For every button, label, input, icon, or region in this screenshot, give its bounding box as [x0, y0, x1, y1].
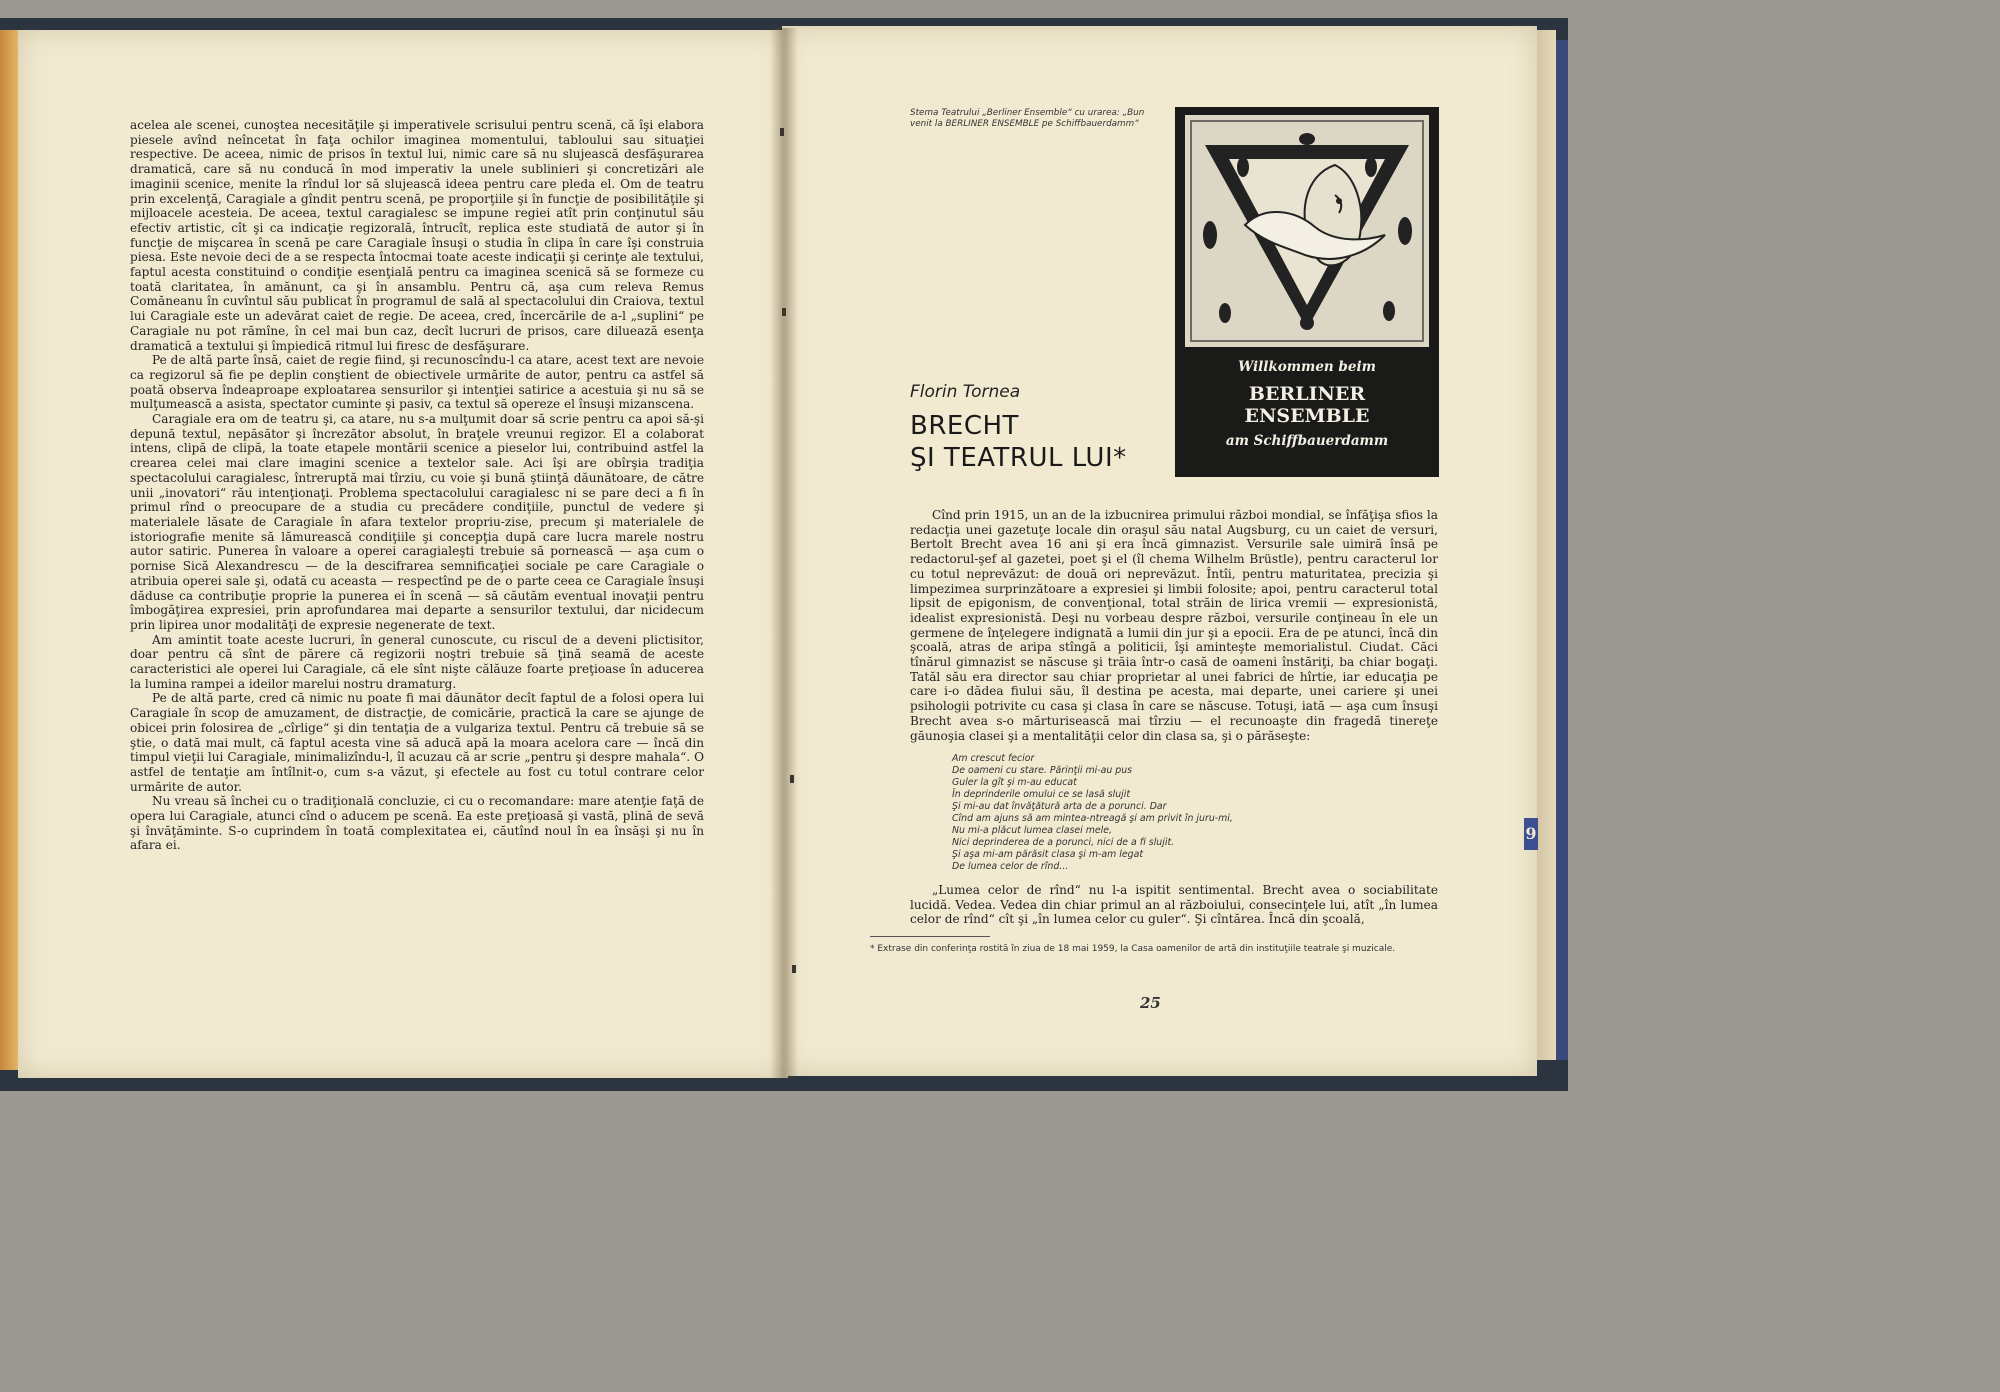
margin-mark: [782, 308, 786, 316]
paragraph: Pe de altă parte însă, caiet de regie fiind, şi recunoscîndu-l ca atare, acest text are nevoie ca regizorul să fie pe deplin conştient de obiectivele urmărite de autor, pentru ca astfel să poată observa îndeaproape exploatarea sensurilor şi intenţiei satirice a acestuia şi nu să se mulţumească a asista, spectator cuminte şi pasiv, ca textul să opereze el însuşi mizanscena.: [130, 353, 704, 412]
poem-line: Nici deprinderea de a porunci, nici de a fi slujit.: [952, 837, 1175, 848]
paragraph: acelea ale scenei, cunoştea necesităţile şi imperativele scrisului pentru scenă, că îşi elabora piesele avînd neîncetat în faţa ochilor imaginea momentului, tabloului sau situaţiei respective. De aceea, nimic de prisos în textul lui, nimic care să nu slujească desfăşurarea dramatică, care să nu conducă în mod imperativ la unele sublinieri şi concretizări ale imaginii scenice, menite la rîndul lor să slujească ideea pentru care pleda el. Om de teatru prin excelenţă, Caragiale a gîndit pentru scenă, pe proporţiile şi în funcţie de posibilităţile şi mijloacele acesteia. De aceea, textul caragialesc se impune regiei atît prin conţinutul său efectiv artistic, cît şi ca indicaţie regizorală, întrucît, replica este studiată de autor şi în funcţie de mişcarea în scenă pe care Caragiale însuşi o studia în clipa în care îşi construia piesa. Este nevoie deci de a se respecta întocmai toate aceste indicaţii şi cerinţe ale textului, faptul acesta constituind o condiţie esenţială pentru ca imaginea scenică să se formeze cu toată claritatea, în amănunt, ca şi în ansamblu. Pentru că, aşa cum releva Remus Comăneanu în cuvîntul său publicat în programul de sală al spectacolului din Craiova, textul lui Caragiale este un adevărat caiet de regie. De aceea, cred, încercările de a-l „suplini“ pe Caragiale nu pot rămîne, în cel mai bun caz, decît lucruri de prisos, care diluează esenţa dramatică a textului şi împiedică ritmul lui firesc de desfăşurare.: [130, 118, 704, 353]
poem-line: Nu mi-a plăcut lumea clasei mele,: [952, 825, 1112, 836]
footnote-divider: [870, 936, 990, 937]
page-tab: 9: [1524, 818, 1538, 850]
poem-line: Am crescut fecior: [952, 753, 1035, 764]
margin-mark: [780, 128, 784, 136]
poster-ensemble-line2: ENSEMBLE: [1244, 405, 1370, 427]
poem-line: Guler la gît şi m-au educat: [952, 777, 1077, 788]
paragraph: Pe de altă parte, cred că nimic nu poate fi mai dăunător decît faptul de a folosi opera lui Caragiale în scop de amuzament, de distracţie, de comicărie, practică la care se ajunge de obicei prin folosirea de „cîrlige“ şi din tentaţia de a vulgariza textul. Pentru că trebuie să se ştie, o dată mai mult, că faptul acesta vine să aducă apă la moara acelora care — încă din timpul vieţii lui Caragiale, minimalizîndu-l, îl acuzau că ar scrie „pentru şi despre mahala“. O astfel de tentaţie am întîlnit-o, cum s-a văzut, şi efectele au fost cu totul contrare celor urmărite de autor.: [130, 691, 704, 794]
article-author: Florin Tornea: [910, 382, 1021, 402]
poster-ensemble-line1: BERLINER: [1248, 383, 1366, 405]
paragraph: Nu vreau să închei cu o tradiţională concluzie, ci cu o recomandare: mare atenţie faţă de opera lui Caragiale, atunci cînd o aducem pe scenă. Ea este preţioasă şi vastă, plină de sevă şi învăţăminte. S-o cuprindem în toată complexitatea ei, căutînd noul în ea însăşi şi nu în afara ei.: [130, 794, 704, 853]
footnote: * Extrase din conferinţa rostită în ziua de 18 mai 1959, la Casa oamenilor de artă din instituţiile teatrale şi muzicale.: [870, 944, 1396, 954]
poster-emblem-art: [1185, 115, 1429, 347]
margin-mark: [790, 775, 794, 783]
article-title: [910, 410, 1127, 474]
figure-caption: Stema Teatrului „Berliner Ensemble“ cu urarea: „Bun venit la BERLINER ENSEMBLE pe Schiffbauerdamm“: [910, 108, 1145, 129]
poster-welcome-text: Willkommen beim: [1238, 359, 1376, 375]
paragraph: Cînd prin 1915, un an de la izbucnirea primului război mondial, se înfăţişa sfios la redacţia unei gazetuţe locale din oraşul său natal Augsburg, cu un caiet de versuri, Bertolt Brecht avea 16 ani şi era încă gimnazist. Versurile sale uimiră însă pe redactorul-şef al gazetei, poet şi el (îl chema Wilhelm Brüstle), pentru caracterul lor cu totul neprevăzut: de două ori neprevăzut. Întîi, pentru maturitatea, precizia şi limpezimea surprinzătoare a expresiei şi limbii folosite; apoi, pentru caracterul total lipsit de epigonism, de convenţional, total străin de lirica vremii — expresionistă, idealist expresionistă. Deşi nu vorbeau despre război, versurile conţineau în ele un germene de înţelegere indignată a lumii din jur şi a epocii. Era de pe atunci, încă din şcoală, atras de aripa stîngă a politicii, îşi aminteşte memorialistul. Ciudat. Căci tînărul gimnazist se născuse şi trăia într-o casă de oameni înstăriţi, ba chiar bogaţi. Tatăl său era director sau chiar proprietar al unei fabrici de hîrtie, iar educaţia pe care i-o dădea fiului său, îl destina pe acesta, mai departe, unei cariere şi unei psihologii potrivite cu casa şi clasa în care se născuse. Totuşi, iată — aşa cum însuşi Brecht avea s-o mărturisească mai tîrziu — el recunoaşte din fragedă tinereţe găunoşia clasei şi a mentalităţii celor din clasa sa, şi o părăseşte:: [910, 508, 1438, 743]
poem-line: Şi mi-au dat învăţătură arta de a porunci. Dar: [952, 801, 1167, 812]
poem-quote: [952, 753, 1372, 873]
page-number: 25: [1140, 994, 1161, 1012]
poster-location-text: am Schiffbauerdamm: [1225, 433, 1389, 449]
paragraph: „Lumea celor de rînd“ nu l-a ispitit sentimental. Brecht avea o sociabilitate lucidă. Vedea. Vedea din chiar primul an al războiului, consecinţele lui, atît „în lumea celor de rînd“ cît şi „în lumea celor cu guler“. Şi cîntărea. Încă din şcoală,: [910, 883, 1438, 927]
poem-line: Şi aşa mi-am părăsit clasa şi m-am legat: [952, 849, 1144, 860]
left-page-text: [130, 118, 704, 853]
right-page-text-continued: [910, 883, 1438, 927]
paragraph: Caragiale era om de teatru şi, ca atare, nu s-a mulţumit doar să scrie pentru ca apoi să-şi depună textul, nepăsător şi încrezător absolut, în braţele vreunui regizor. El a colaborat intens, clipă de clipă, la toate etapele montării scenice a pieselor lui, contribuind astfel la crearea celei mai clare imagini scenice a textelor sale. Aci îşi are obîrşia tradiţia spectacolului caragialesc, întreruptă mai tîrziu, cu voie şi bună ştiinţă dăunătoare, de către unii „inovatori“ rău intenţionaţi. Problema spectacolului caragialesc ni se pare deci a fi în primul rînd o preocupare de a studia cu precădere condiţiile, punctul de vedere şi materialele lăsate de Caragiale în afara textelor propriu-zise, precum şi materialele de istoriografie menite să lămurească condiţiile şi concepţia după care lucra marele nostru autor satiric. Punerea în valoare a operei caragialeşti trebuie să pornească — aşa cum o pornise Sică Alexandrescu — de la descifrarea semnificaţiei sociale pe care Caragiale o atribuia operei sale şi, odată cu aceasta — respectînd pe de o parte ceea ce Caragiale însuşi dăduse ca contribuţie proprie la punerea ei în scenă — să căutăm eventual inovaţii pentru îmbogăţirea expresiei, prin aprofundarea mai departe a sensurilor textului, dar nicidecum prin lipirea unor modalităţi de expresie negenerate de text.: [130, 412, 704, 632]
poem-line: De oameni cu stare. Părinţii mi-au pus: [952, 765, 1133, 776]
article-title-line1: BRECHT: [910, 411, 1019, 441]
right-page-text: [910, 508, 1438, 743]
poem-line: În deprinderile omului ce se lasă slujit: [952, 789, 1131, 800]
paragraph: Am amintit toate aceste lucruri, în general cunoscute, cu riscul de a deveni plictisitor, doar pentru că sînt de părere că regizorii noştri trebuie să ţină seamă de aceste caracteristici ale operei lui Caragiale, că ele sînt nişte călăuze foarte preţioase în aducerea la lumina rampei a ideilor marelui nostru dramaturg.: [130, 632, 704, 691]
article-title-line2: ŞI TEATRUL LUI*: [910, 443, 1127, 473]
poem-line: De lumea celor de rînd...: [952, 861, 1069, 872]
margin-mark: [792, 965, 796, 973]
berliner-ensemble-poster: [1175, 107, 1439, 477]
poem-line: Cînd am ajuns să am mintea-ntreagă şi am privit în juru-mi,: [952, 813, 1233, 824]
book-gutter: [770, 28, 798, 1078]
